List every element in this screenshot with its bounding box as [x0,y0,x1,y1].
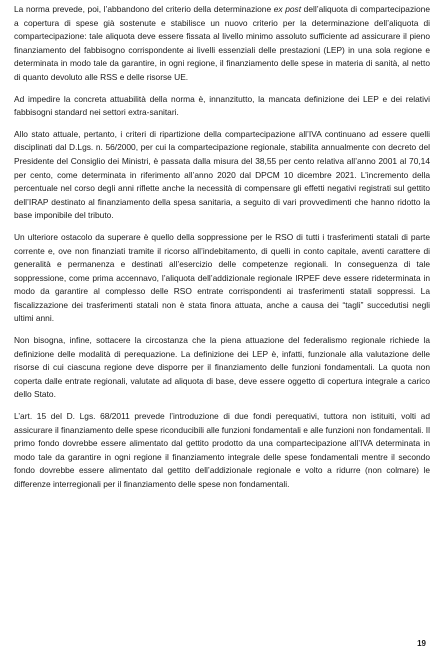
paragraph-2-text: Ad impedire la concreta attuabilità della norma è, innanzitutto, la mancata definizione dei LEP e dei relativi fabbisogni standard nei settori extra-sanitari. [14,93,430,118]
body-text [14,3,430,500]
paragraph-5 [14,334,430,402]
paragraph-4 [14,231,430,326]
paragraph-5-text: Non bisogna, infine, sottacere la circostanza che la piena attuazione del federalismo regionale richiede la definizione delle modalità di perequazione. La definizione dei LEP è, infatti, funzionale alla valutazione delle risorse di cui ciascuna regione deve disporre per il finanziamento delle funzioni fondamentali. La quota non coperta dalle entrate regionali, valutate ad aliquota di base, deve essere oggetto di copertura integrale a carico dello Stato. [14,335,430,400]
paragraph-6 [14,410,430,492]
page-number: 19 [417,639,426,648]
paragraph-3-text: Allo stato attuale, pertanto, i criteri di ripartizione della compartecipazione all’IVA continuano ad essere quelli disciplinati dal D.Lgs. n. 56/2000, per cui la compartecipazione regionale, stabilita annualmente con decreto del Presidente del Consiglio dei Ministri, è passata dalla misura del 38,55 per cento relativa all’anno 2001 al 70,14 per cento, come determinata in riferimento all’anno 2020 dal DPCM 10 dicembre 2021. L’incremento della percentuale nel corso degli anni riflette anche la necessità di compensare gli effetti negativi registrati sul gettito dell’IRAP destinato al finanziamento della spesa sanitaria, a seguito di vari provvedimenti che hanno ridotto la base imponibile del tributo. [14,128,430,221]
paragraph-1-italic-term: ex post [273,4,302,14]
paragraph-1-text-end: dell’aliquota di compartecipazione a copertura di spese già sostenute e stabilisce un nuovo criterio per la determinazione dell’aliquota di compartecipazione: tale aliquota deve essere fissata al livello minimo assoluto sufficiente ad assicurare il pieno finanziamento del fabbisogno corrispondente ai livelli essenziali delle prestazioni (LEP) in una sola regione e determinata in modo tale da garantire, in ogni regione, il finanziamento delle spese in materia di sanità, al netto di quanto devoluto alle RSS e delle risorse UE. [14,4,430,82]
paragraph-3 [14,128,430,223]
paragraph-1 [14,3,430,85]
paragraph-6-text: L’art. 15 del D. Lgs. 68/2011 prevede l’introduzione di due fondi perequativi, tuttora non istituiti, volti ad assicurare il finanziamento delle spese riconducibili alle funzioni fondamentali e alle funzioni non fondamentali. Il primo fondo dovrebbe essere alimentato dal gettito prodotto da una compartecipazione all’IVA determinata in modo tale da garantire in ogni regione il finanziamento integrale delle spese fondamentali mentre il secondo fondo dovrebbe essere alimentato dal gettito dell’addizionale regionale e volto a ridurre (non colmare) le differenze interregionali per il finanziamento delle spese non fondamentali. [14,411,430,489]
paragraph-2 [14,93,430,120]
paragraph-4-text: Un ulteriore ostacolo da superare è quello della soppressione per le RSO di tutti i trasferimenti statali di parte corrente e, ove non finanziati tramite il ricorso all’indebitamento, di quelli in conto capitale, aventi carattere di generalità e permanenza e destinati all’esercizio delle competenze regionali. In conseguenza di tale soppressione, come prima accennavo, l’aliquota dell’addizionale regionale IRPEF deve essere rideterminata in modo da garantire al complesso delle RSO entrate corrispondenti ai trasferimenti statali soppressi. La fiscalizzazione dei trasferimenti statali non è stata finora attuata, anche a causa dei “tagli” succedutisi negli ultimi anni. [14,231,430,324]
paragraph-1-text-start: La norma prevede, poi, l’abbandono del criterio della determinazione [14,4,274,14]
